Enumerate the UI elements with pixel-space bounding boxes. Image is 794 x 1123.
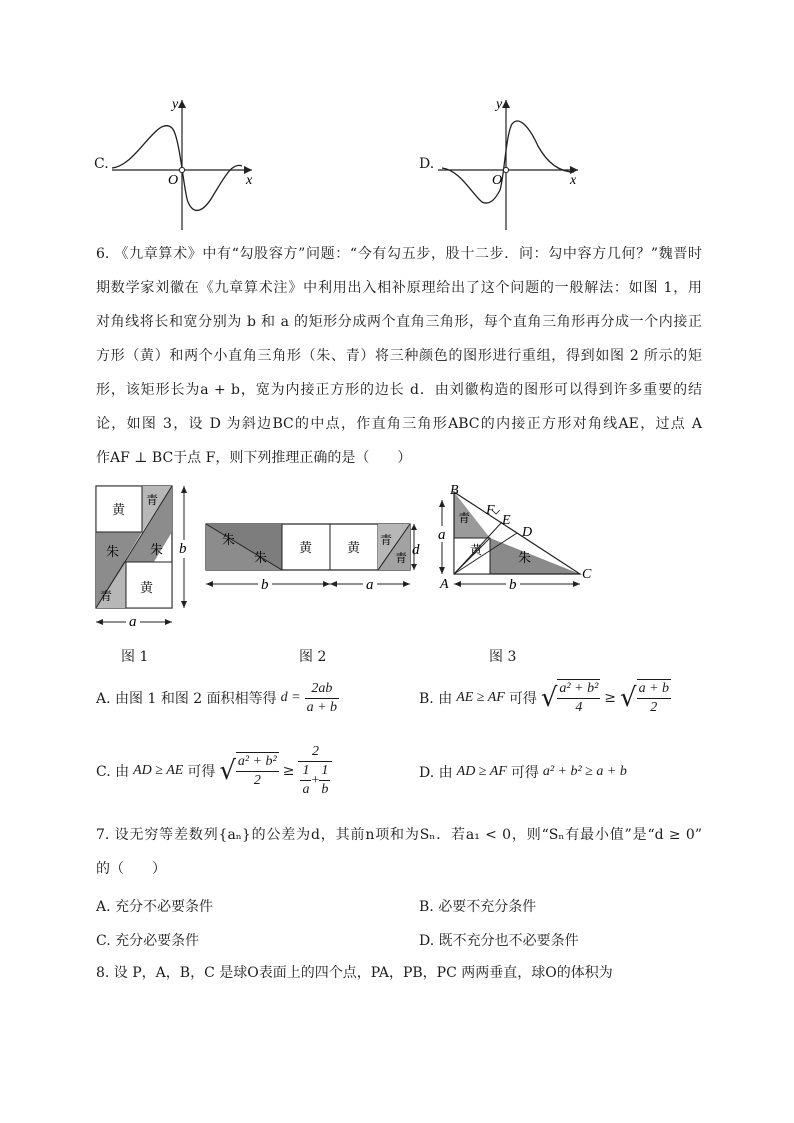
option-b-right-num: a + b bbox=[637, 680, 671, 699]
sqrt-icon: √ bbox=[540, 683, 558, 713]
option-a-math: d = bbox=[280, 690, 301, 705]
option-c-left bbox=[236, 752, 279, 790]
q7-line-2: 的（ ） bbox=[96, 861, 166, 877]
q6-line-3: 对角线将长和宽分别为 b 和 a 的矩形分成两个直角三角形，每个直角三角形再分成一个内接正 bbox=[96, 314, 702, 330]
caption-fig1: 图 1 bbox=[121, 649, 149, 665]
fig3-cyan: 青 bbox=[458, 511, 471, 525]
option-a-numerator: 2ab bbox=[305, 680, 339, 699]
origin-label: O bbox=[492, 173, 503, 188]
q6-option-b[interactable] bbox=[419, 676, 671, 720]
option-b-relation: ≥ bbox=[604, 690, 616, 706]
q6-option-c[interactable] bbox=[96, 738, 332, 804]
q8-line-1: 8. 设 P，A，B，C 是球O表面上的四个点，PA，PB，PC 两两垂直，球O的体积为 bbox=[96, 965, 613, 981]
fig3-b-label: b bbox=[509, 577, 517, 592]
q7-option-b[interactable]: B. 必要不充分条件 bbox=[419, 899, 537, 915]
option-c-right-num: 2 bbox=[298, 743, 332, 762]
option-d-mid: 可得 bbox=[510, 765, 539, 781]
fig3-point-c: C bbox=[582, 567, 592, 582]
graph-c bbox=[112, 94, 262, 234]
option-d-label: D. bbox=[419, 156, 435, 172]
fig3-point-d: D bbox=[522, 525, 533, 540]
q6-line-2: 期数学家刘徽在《九章算术注》中利用出入相补原理给出了这个问题的一般解法：如图 1，用 bbox=[96, 280, 702, 296]
option-b-right bbox=[637, 679, 671, 717]
option-c-right-den bbox=[298, 762, 332, 799]
option-d-condition: AD ≥ AF bbox=[456, 764, 507, 779]
den-b: b bbox=[321, 782, 329, 797]
q6-line-4: 方形（黄）和两个小直角三角形（朱、青）将三种颜色的图形进行重组，得到如图 2 所示的矩 bbox=[96, 348, 702, 364]
axis-y-label: y bbox=[172, 97, 179, 112]
fig2-b-label: b bbox=[261, 577, 269, 593]
q6-option-a[interactable] bbox=[96, 676, 339, 720]
fig1-red-left: 朱 bbox=[106, 544, 120, 559]
sqrt-icon: √ bbox=[219, 756, 236, 786]
caption-fig3: 图 3 bbox=[489, 649, 517, 665]
fig2-d-label: d bbox=[412, 542, 420, 558]
option-b-left-num: a² + b² bbox=[557, 680, 600, 699]
q7-option-a[interactable]: A. 充分不必要条件 bbox=[96, 899, 214, 915]
fig3-point-a: A bbox=[440, 577, 449, 592]
fig2-red-top: 朱 bbox=[222, 532, 236, 547]
num-1: 1 bbox=[319, 762, 330, 781]
fig2-cyan-2: 青 bbox=[395, 551, 408, 565]
option-a-prefix: A. 由图 1 和图 2 面积相等得 bbox=[96, 691, 277, 707]
num-1: 1 bbox=[300, 762, 311, 781]
fig2-yellow-2: 黄 bbox=[347, 540, 361, 555]
q7-option-d[interactable]: D. 既不充分也不必要条件 bbox=[419, 933, 579, 949]
q6-option-d[interactable] bbox=[419, 760, 627, 784]
fig2-yellow-1: 黄 bbox=[299, 540, 313, 555]
option-b-left bbox=[557, 679, 600, 717]
fig2-a-label: a bbox=[366, 577, 374, 593]
option-c-label: C. bbox=[94, 156, 109, 172]
fig3-a-label: a bbox=[438, 527, 446, 543]
option-d-math: a² + b² ≥ a + b bbox=[542, 764, 627, 779]
option-b-condition: AE ≥ AF bbox=[456, 690, 505, 705]
option-a-denominator: a + b bbox=[306, 699, 338, 715]
q6-line-6: 论，如图 3，设 D 为斜边BC的中点，作直角三角形ABC的内接正方形对角线AE，过点 A bbox=[96, 416, 702, 432]
q6-line-5: 形，该矩形长为a + b，宽为内接正方形的边长 d．由刘徽构造的图形可以得到许多重要的结 bbox=[96, 382, 702, 398]
option-b-prefix: B. 由 bbox=[419, 691, 453, 707]
origin-label: O bbox=[168, 173, 179, 188]
fig1-b-label: b bbox=[179, 541, 187, 557]
fig1-cyan-bottom: 青 bbox=[100, 589, 113, 603]
option-d-prefix: D. 由 bbox=[419, 765, 453, 781]
frac-1-over-a bbox=[300, 762, 311, 799]
fig3-point-b: B bbox=[450, 483, 459, 498]
den-a: a bbox=[302, 782, 310, 797]
frac-1-over-b bbox=[319, 762, 330, 799]
option-c-mid: 可得 bbox=[187, 764, 216, 780]
q6-line-7: 作AF ⊥ BC于点 F，则下列推理正确的是（ ） bbox=[96, 450, 412, 466]
plus-sign: + bbox=[311, 772, 320, 788]
figure-1 bbox=[88, 482, 200, 632]
fig3-red: 朱 bbox=[518, 550, 532, 565]
option-c-left-num: a² + b² bbox=[236, 753, 279, 772]
option-c-right bbox=[298, 743, 332, 799]
figure-3 bbox=[432, 480, 602, 592]
sqrt-icon: √ bbox=[620, 683, 637, 713]
fig1-cyan-top: 青 bbox=[146, 493, 159, 507]
option-b-left-den: 4 bbox=[575, 700, 583, 715]
fig3-yellow: 黄 bbox=[470, 543, 483, 557]
fig2-cyan-1: 青 bbox=[380, 533, 393, 547]
fig1-yellow-bottom: 黄 bbox=[140, 580, 154, 595]
figure-2 bbox=[200, 518, 420, 594]
option-b-right-den: 2 bbox=[650, 700, 658, 715]
fig1-red-right: 朱 bbox=[150, 542, 164, 557]
fig2-red-bottom: 朱 bbox=[254, 550, 268, 565]
q7-line-1: 7. 设无穷等差数列{aₙ}的公差为d，其前n项和为Sₙ．若a₁ < 0，则“Sₙ有最小值”是“d ≥ 0” bbox=[96, 827, 702, 843]
option-c-relation: ≥ bbox=[282, 763, 295, 779]
option-c-prefix: C. 由 bbox=[96, 764, 130, 780]
option-c-left-den: 2 bbox=[253, 773, 261, 788]
q7-option-c[interactable]: C. 充分必要条件 bbox=[96, 933, 200, 949]
axis-x-label: x bbox=[570, 173, 577, 188]
q6-line-1: 6. 《九章算术》中有“勾股容方”问题：“今有勾五步，股十二步．问：勾中容方几何？”魏晋时 bbox=[96, 246, 702, 262]
fig3-point-f: F bbox=[486, 503, 495, 518]
option-b-mid: 可得 bbox=[508, 691, 537, 707]
fig1-a-label: a bbox=[129, 614, 137, 630]
axis-x-label: x bbox=[246, 173, 253, 188]
axis-y-label: y bbox=[496, 97, 503, 112]
graph-d bbox=[438, 94, 588, 234]
caption-fig2: 图 2 bbox=[299, 649, 327, 665]
fig1-yellow-top: 黄 bbox=[112, 502, 126, 517]
option-a-fraction bbox=[305, 680, 339, 717]
fig3-point-e: E bbox=[502, 513, 511, 528]
option-c-condition: AD ≥ AE bbox=[133, 763, 184, 778]
